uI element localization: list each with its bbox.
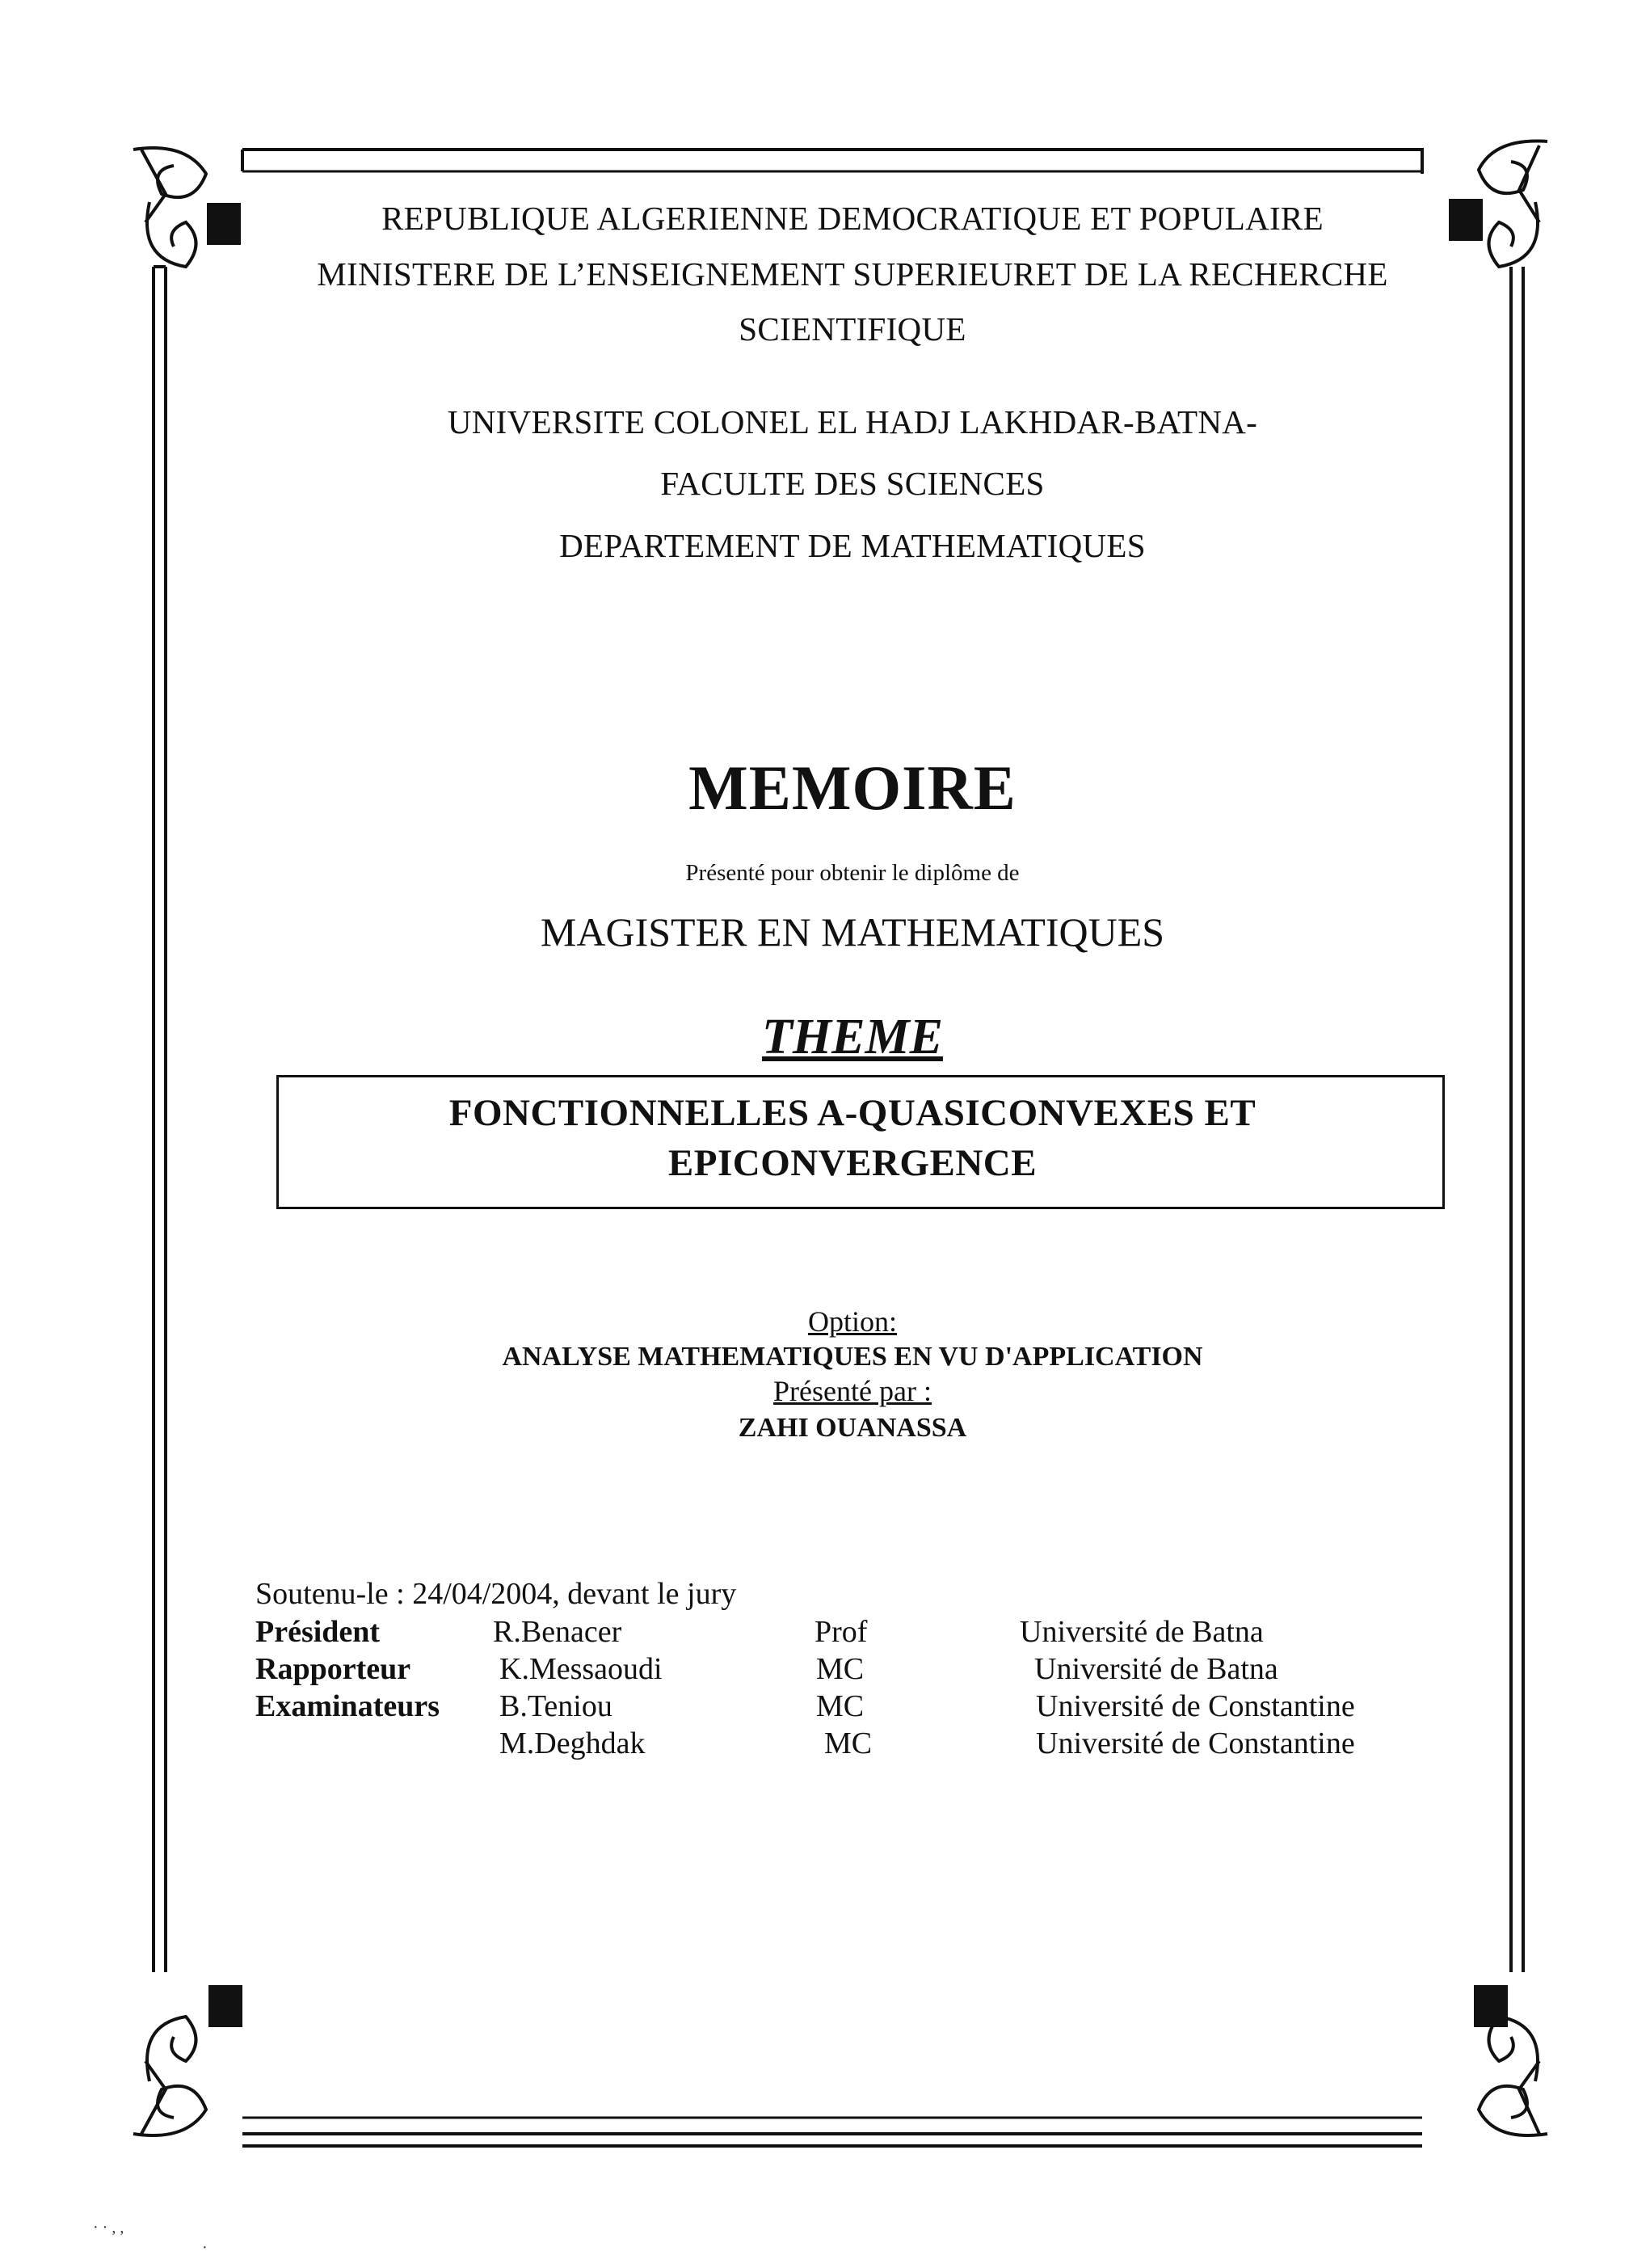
document-subtitle: Présenté pour obtenir le diplôme de [685,860,1020,886]
fleur-de-lis-ornament-icon [133,148,242,267]
document-title: MEMOIRE [688,752,1017,823]
theme-title-line1: FONCTIONNELLES A-QUASICONVEXES ET [448,1092,1256,1134]
jury-institution: Université de Batna [1020,1615,1264,1649]
jury-name: B.Teniou [499,1689,612,1723]
presented-by-label: Présenté par : [773,1375,932,1407]
jury-grade: MC [816,1689,865,1723]
jury-grade: MC [816,1652,865,1686]
scan-speck: · · , , [93,2219,124,2236]
jury-name: M.Deghdak [499,1726,646,1760]
jury-role: Rapporteur [255,1652,411,1686]
faculty-name: FACULTE DES SCIENCES [660,465,1045,502]
jury-institution: Université de Constantine [1036,1726,1355,1760]
jury-name: K.Messaoudi [499,1652,663,1686]
diploma-name: MAGISTER EN MATHEMATIQUES [540,909,1165,955]
option-value: ANALYSE MATHEMATIQUES EN VU D'APPLICATION [502,1342,1203,1372]
jury-institution: Université de Constantine [1036,1689,1355,1723]
scan-speck: · [202,2239,208,2257]
defense-date: Soutenu-le : 24/04/2004, devant le jury [255,1577,737,1611]
theme-label: THEME [762,1010,943,1064]
fleur-de-lis-ornament-icon [1475,1987,1547,2135]
author-name: ZAHI OUANASSA [738,1413,967,1443]
fleur-de-lis-ornament-icon [133,1987,241,2135]
theme-title-line2: EPICONVERGENCE [667,1142,1038,1184]
department-name: DEPARTEMENT DE MATHEMATIQUES [559,527,1146,564]
jury-grade: MC [824,1726,873,1760]
ministry-line-continued: SCIENTIFIQUE [739,310,966,348]
jury-grade: Prof [814,1615,868,1649]
university-name: UNIVERSITE COLONEL EL HADJ LAKHDAR-BATNA- [447,403,1258,441]
republic-line: REPUBLIQUE ALGERIENNE DEMOCRATIQUE ET POPULAIRE [381,200,1324,237]
jury-name: R.Benacer [493,1615,622,1649]
jury-institution: Université de Batna [1034,1652,1278,1686]
jury-role: Examinateurs [255,1689,440,1723]
option-label: Option: [807,1305,897,1338]
jury-role: Président [255,1615,381,1649]
fleur-de-lis-ornament-icon [1450,141,1547,267]
ministry-line: MINISTERE DE L’ENSEIGNEMENT SUPERIEURET DE LA RECHERCHE [317,255,1388,293]
